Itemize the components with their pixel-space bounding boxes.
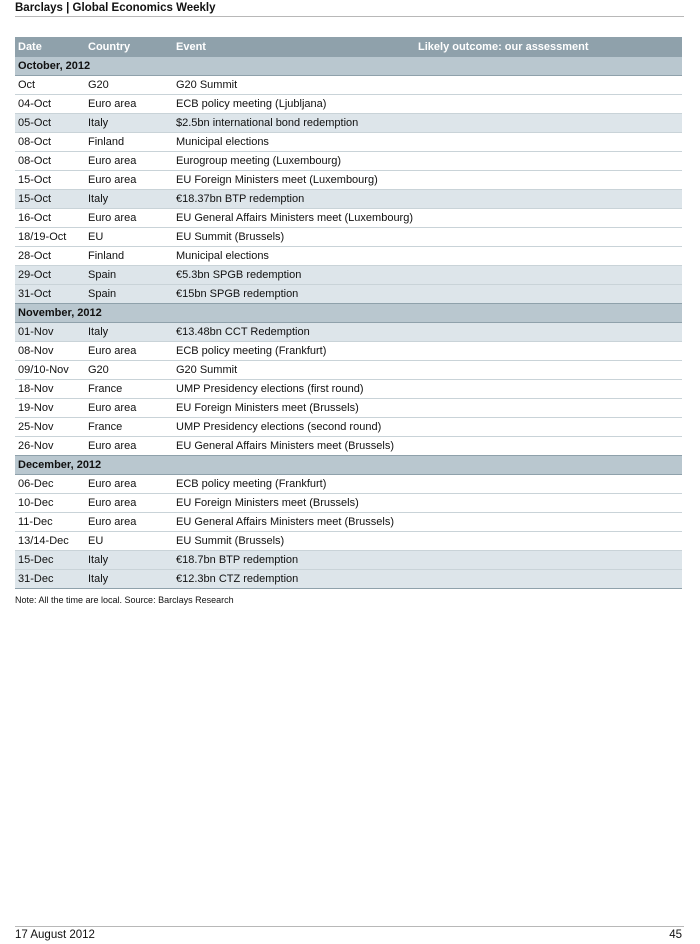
cell-outcome [415,152,682,171]
cell-outcome [415,76,682,95]
cell-event: Municipal elections [173,133,415,152]
cell-outcome [415,551,682,570]
section-header-row [15,456,682,475]
cell-event: Municipal elections [173,247,415,266]
table-row [15,532,682,551]
cell-date: 11-Dec [15,513,85,532]
cell-country: Euro area [85,494,173,513]
cell-event: EU Summit (Brussels) [173,532,415,551]
table-row [15,361,682,380]
column-header-event: Event [173,37,415,57]
cell-date: 15-Oct [15,190,85,209]
cell-date: 31-Oct [15,285,85,304]
table-row [15,95,682,114]
section-header-row [15,304,682,323]
table-row [15,475,682,494]
cell-country: Euro area [85,475,173,494]
cell-date: 28-Oct [15,247,85,266]
cell-event: EU Summit (Brussels) [173,228,415,247]
cell-event: €5.3bn SPGB redemption [173,266,415,285]
cell-outcome [415,513,682,532]
cell-country: France [85,418,173,437]
cell-date: 09/10-Nov [15,361,85,380]
cell-date: 08-Nov [15,342,85,361]
cell-country: Italy [85,190,173,209]
cell-date: 25-Nov [15,418,85,437]
table-row [15,494,682,513]
cell-event: G20 Summit [173,361,415,380]
cell-country: Italy [85,551,173,570]
section-header-row [15,57,682,76]
cell-event: ECB policy meeting (Ljubljana) [173,95,415,114]
table-row [15,399,682,418]
cell-outcome [415,228,682,247]
cell-event: UMP Presidency elections (second round) [173,418,415,437]
table-row [15,152,682,171]
cell-date: 15-Dec [15,551,85,570]
table-row [15,228,682,247]
column-header-outcome: Likely outcome: our assessment [415,37,682,57]
table-row [15,133,682,152]
cell-country: Spain [85,266,173,285]
cell-event: €12.3bn CTZ redemption [173,570,415,589]
table-row [15,513,682,532]
cell-event: EU General Affairs Ministers meet (Brussels) [173,513,415,532]
cell-outcome [415,285,682,304]
cell-date: 10-Dec [15,494,85,513]
cell-outcome [415,133,682,152]
cell-outcome [415,209,682,228]
cell-outcome [415,380,682,399]
cell-country: Spain [85,285,173,304]
table-row [15,285,682,304]
table-row [15,266,682,285]
cell-country: EU [85,532,173,551]
table-row [15,114,682,133]
cell-date: 05-Oct [15,114,85,133]
cell-country: EU [85,228,173,247]
cell-date: 06-Dec [15,475,85,494]
table-row [15,551,682,570]
cell-event: EU Foreign Ministers meet (Brussels) [173,399,415,418]
cell-event: G20 Summit [173,76,415,95]
cell-event: Eurogroup meeting (Luxembourg) [173,152,415,171]
cell-country: Finland [85,133,173,152]
table-row [15,171,682,190]
cell-outcome [415,437,682,456]
cell-date: 01-Nov [15,323,85,342]
cell-event: €13.48bn CCT Redemption [173,323,415,342]
cell-country: Euro area [85,209,173,228]
cell-event: EU General Affairs Ministers meet (Brussels) [173,437,415,456]
cell-outcome [415,171,682,190]
cell-event: EU Foreign Ministers meet (Luxembourg) [173,171,415,190]
section-label: October, 2012 [15,57,682,76]
table-row [15,418,682,437]
cell-country: Euro area [85,513,173,532]
cell-outcome [415,266,682,285]
cell-date: 15-Oct [15,171,85,190]
cell-event: ECB policy meeting (Frankfurt) [173,342,415,361]
table-row [15,323,682,342]
cell-country: Euro area [85,95,173,114]
table-header-row [15,37,682,57]
cell-date: 18-Nov [15,380,85,399]
cell-country: G20 [85,76,173,95]
cell-event: $2.5bn international bond redemption [173,114,415,133]
section-label: November, 2012 [15,304,682,323]
cell-event: €18.7bn BTP redemption [173,551,415,570]
cell-outcome [415,95,682,114]
cell-country: Euro area [85,342,173,361]
cell-outcome [415,247,682,266]
cell-date: 13/14-Dec [15,532,85,551]
cell-date: 16-Oct [15,209,85,228]
cell-date: 26-Nov [15,437,85,456]
column-header-date: Date [15,37,85,57]
table-body [15,57,682,589]
page-number: 45 [669,929,682,941]
cell-outcome [415,361,682,380]
header-divider [15,16,684,17]
cell-country: Italy [85,323,173,342]
cell-date: 31-Dec [15,570,85,589]
cell-outcome [415,570,682,589]
cell-event: €18.37bn BTP redemption [173,190,415,209]
table-row [15,342,682,361]
column-header-country: Country [85,37,173,57]
cell-outcome [415,399,682,418]
cell-outcome [415,418,682,437]
cell-event: EU General Affairs Ministers meet (Luxembourg) [173,209,415,228]
cell-event: UMP Presidency elections (first round) [173,380,415,399]
cell-date: 08-Oct [15,133,85,152]
cell-country: Euro area [85,171,173,190]
table-row [15,570,682,589]
footer-date: 17 August 2012 [15,929,95,941]
table-row [15,209,682,228]
cell-country: France [85,380,173,399]
table-note: Note: All the time are local. Source: Barclays Research [15,595,234,605]
cell-outcome [415,190,682,209]
cell-event: EU Foreign Ministers meet (Brussels) [173,494,415,513]
cell-country: Euro area [85,399,173,418]
cell-event: €15bn SPGB redemption [173,285,415,304]
cell-country: Euro area [85,437,173,456]
cell-event: ECB policy meeting (Frankfurt) [173,475,415,494]
cell-country: Finland [85,247,173,266]
cell-country: Italy [85,114,173,133]
cell-country: Euro area [85,152,173,171]
table-row [15,76,682,95]
cell-date: 19-Nov [15,399,85,418]
cell-date: 29-Oct [15,266,85,285]
footer-divider [15,926,684,927]
page-header: Barclays | Global Economics Weekly [15,2,216,14]
cell-outcome [415,342,682,361]
cell-outcome [415,323,682,342]
cell-date: 04-Oct [15,95,85,114]
table-row [15,437,682,456]
cell-date: Oct [15,76,85,95]
cell-country: Italy [85,570,173,589]
cell-outcome [415,114,682,133]
cell-date: 18/19-Oct [15,228,85,247]
cell-date: 08-Oct [15,152,85,171]
table-row [15,380,682,399]
cell-outcome [415,475,682,494]
table-row [15,190,682,209]
cell-country: G20 [85,361,173,380]
events-calendar-table [15,37,682,589]
table-row [15,247,682,266]
section-label: December, 2012 [15,456,682,475]
cell-outcome [415,532,682,551]
cell-outcome [415,494,682,513]
